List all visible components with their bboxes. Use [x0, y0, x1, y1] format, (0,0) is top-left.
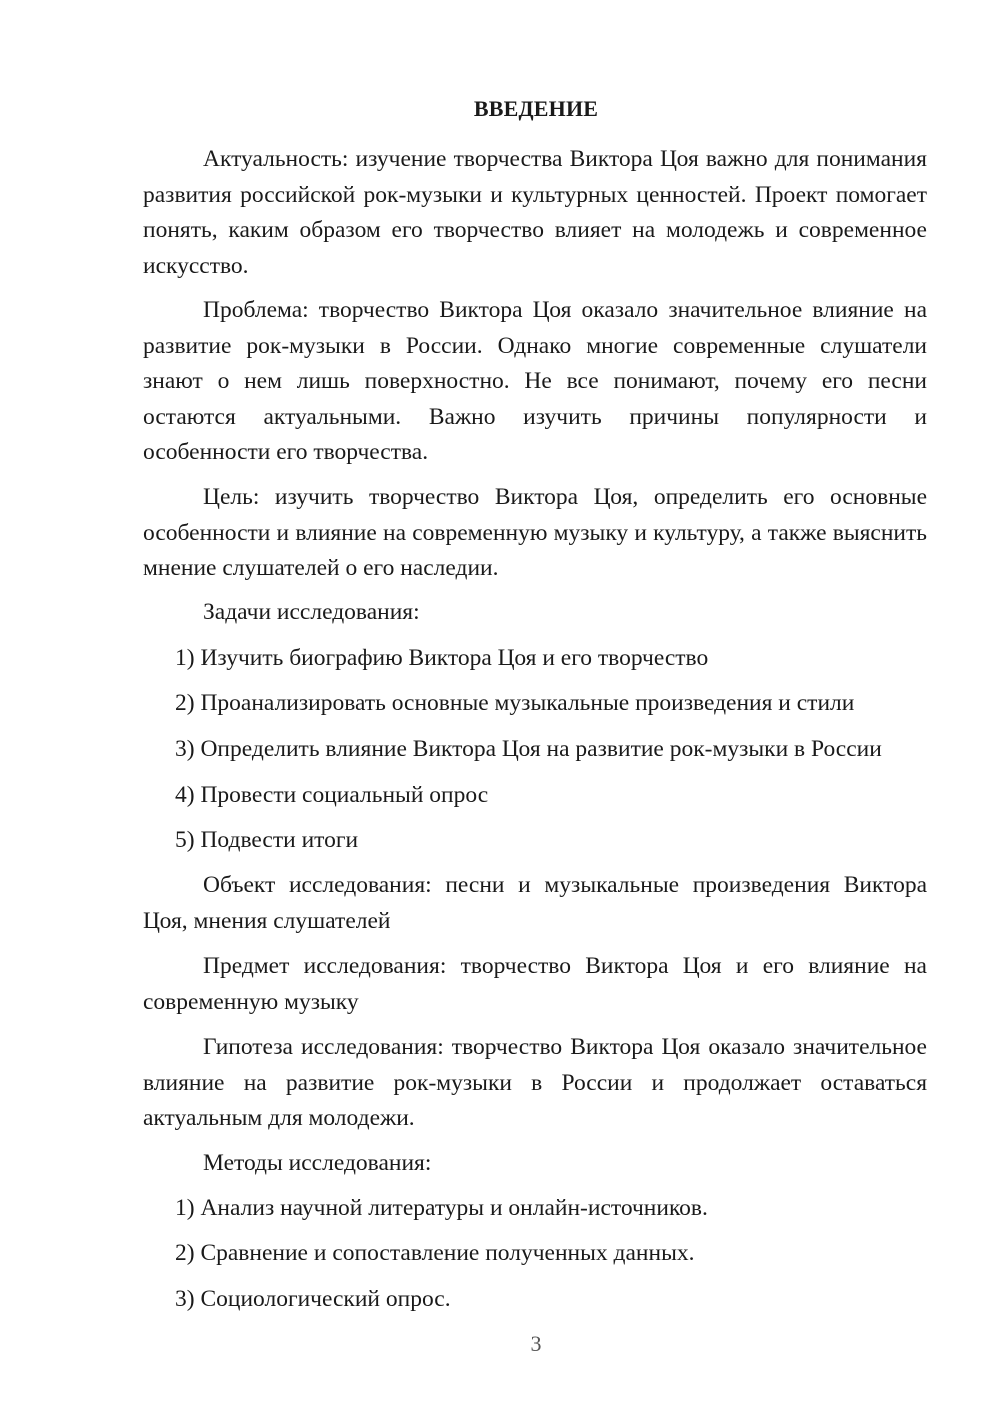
- subject-paragraph: Предмет исследования: творчество Виктора Цоя и его влияние на современную музыку: [143, 953, 927, 1015]
- task-item: 4) Провести социальный опрос: [175, 782, 489, 808]
- page-number: 3: [530, 1331, 542, 1356]
- page-title: ВВЕДЕНИЕ: [473, 96, 599, 121]
- method-item: 1) Анализ научной литературы и онлайн-источников.: [175, 1195, 708, 1221]
- problem-paragraph: Проблема: творчество Виктора Цоя оказало значительное влияние на развитие рок-музыки в России. Однако многие современные слушатели знают о нем лишь поверхностно. Не все понимают, почему его песни остаются актуальными. Важно изучить причины популярности и особенности его творчества.: [143, 297, 927, 465]
- method-item: 2) Сравнение и сопоставление полученных данных.: [175, 1240, 695, 1266]
- task-item: 3) Определить влияние Виктора Цоя на развитие рок-музыки в России: [175, 736, 882, 762]
- tasks-label: Задачи исследования:: [203, 599, 420, 625]
- goal-paragraph: Цель: изучить творчество Виктора Цоя, определить его основные особенности и влияние на современную музыку и культуру, а также выяснить мнение слушателей о его наследии.: [143, 484, 927, 581]
- methods-label: Методы исследования:: [203, 1150, 432, 1176]
- task-item: 2) Проанализировать основные музыкальные произведения и стили: [175, 690, 855, 716]
- task-item: 1) Изучить биографию Виктора Цоя и его творчество: [175, 645, 709, 671]
- object-paragraph: Объект исследования: песни и музыкальные произведения Виктора Цоя, мнения слушателей: [143, 872, 927, 934]
- hypothesis-paragraph: Гипотеза исследования: творчество Виктора Цоя оказало значительное влияние на развитие рок-музыки в России и продолжает оставаться актуальным для молодежи.: [143, 1034, 927, 1131]
- task-item: 5) Подвести итоги: [175, 827, 359, 853]
- relevance-paragraph: Актуальность: изучение творчества Виктора Цоя важно для понимания развития российской рок-музыки и культурных ценностей. Проект помогает понять, каким образом его творчество влияет на молодежь и современное искусство.: [143, 146, 927, 279]
- method-item: 3) Социологический опрос.: [175, 1286, 451, 1312]
